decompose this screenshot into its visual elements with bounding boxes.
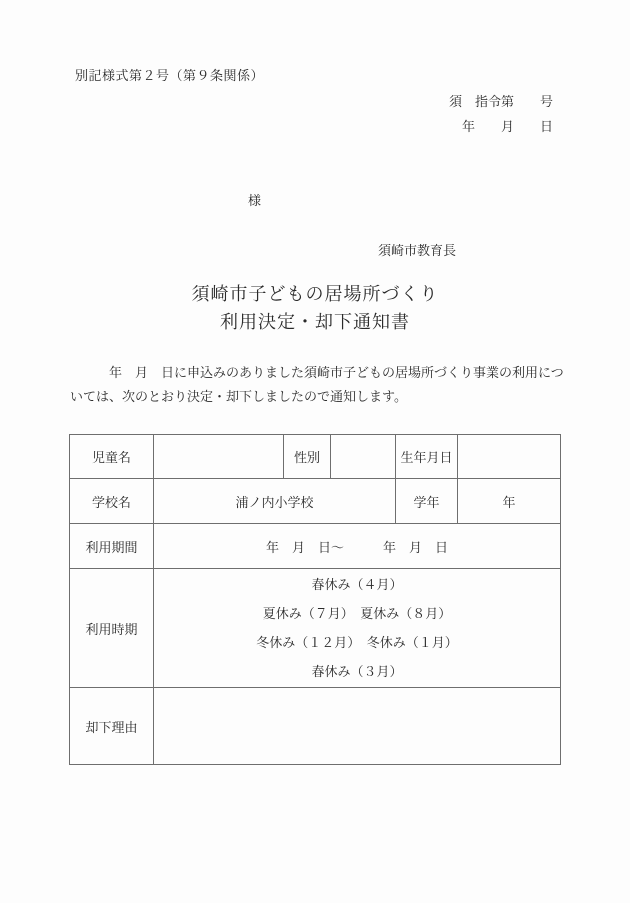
issue-date-line: 年 月 日 [461, 119, 553, 134]
table-row-period [70, 524, 561, 569]
usage-season-label: 利用時期 [70, 569, 154, 688]
table-row-season [70, 569, 561, 688]
document-title-line1: 須崎市子どもの居場所づくり [191, 284, 439, 304]
usage-season-lines [154, 570, 560, 686]
body-paragraph-line1: 年 月 日に申込みのありました須崎市子どもの居場所づくり事業の利用につ [70, 365, 564, 380]
document-title [0, 280, 630, 336]
body-paragraph-line2: いては、次のとおり決定・却下しましたので通知します。 [70, 389, 407, 404]
birthdate-label: 生年月日 [396, 435, 458, 479]
doc-number-line: 須 指令第 号 [448, 94, 553, 109]
application-table [69, 434, 561, 765]
birthdate-value-cell [458, 435, 561, 479]
usage-period-value: 年 月 日～ 年 月 日 [154, 524, 561, 569]
season-line-spring-march: 春休み（３月） [311, 664, 403, 679]
rejection-reason-label: 却下理由 [70, 688, 154, 765]
grade-value-cell: 年 [458, 479, 561, 524]
table-row-child [70, 435, 561, 479]
gender-value-cell [331, 435, 396, 479]
school-label: 学校名 [70, 479, 154, 524]
school-name-value: 浦ノ内小学校 [154, 479, 396, 524]
body-paragraph [70, 361, 570, 409]
grade-label: 学年 [396, 479, 458, 524]
form-number: 別記様式第２号（第９条関係） [75, 68, 265, 83]
rejection-reason-value-cell [154, 688, 561, 765]
addressee-honorific: 様 [248, 193, 262, 208]
gender-label: 性別 [284, 435, 331, 479]
season-line-winter: 冬休み（１２月） 冬休み（１月） [256, 635, 458, 650]
table-row-school [70, 479, 561, 524]
usage-period-label: 利用期間 [70, 524, 154, 569]
season-line-spring-april: 春休み（４月） [311, 577, 403, 592]
child-name-label: 児童名 [70, 435, 154, 479]
usage-season-value [154, 569, 561, 688]
season-line-summer: 夏休み（７月） 夏休み（８月） [262, 606, 452, 621]
table-row-rejection [70, 688, 561, 765]
document-title-line2: 利用決定・却下通知書 [220, 312, 410, 332]
document-meta [449, 89, 553, 139]
child-name-value-cell [154, 435, 284, 479]
sender-name: 須崎市教育長 [378, 243, 457, 258]
